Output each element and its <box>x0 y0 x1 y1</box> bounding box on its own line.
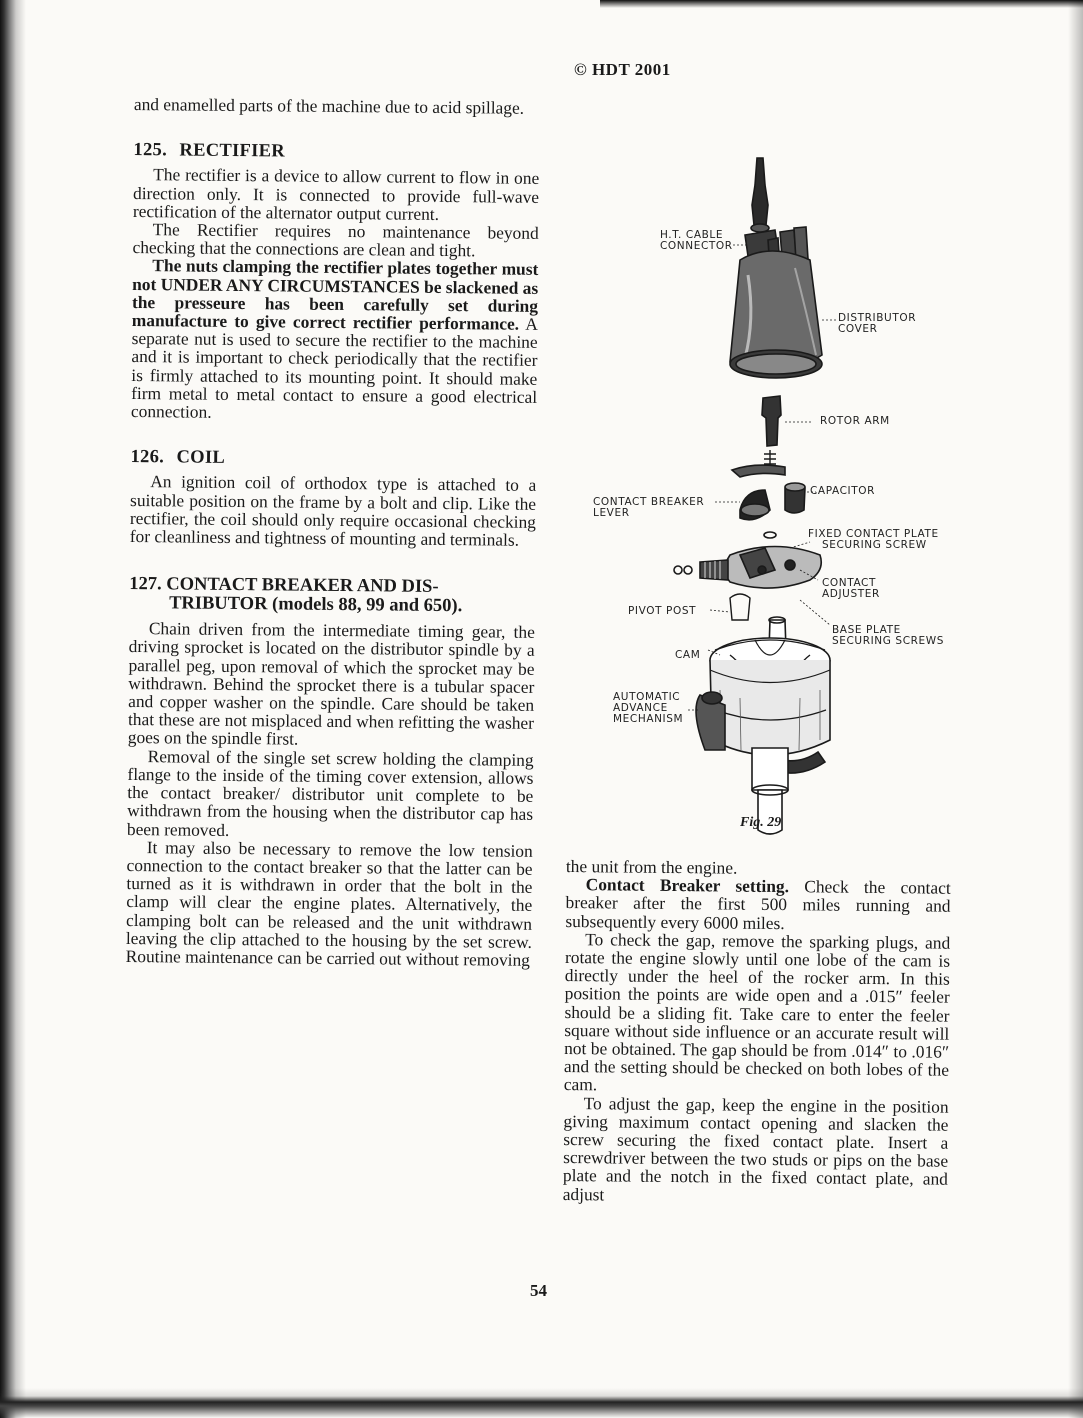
label-contact-breaker-lever <box>593 497 704 519</box>
section-125-para-1: The rectifier is a device to allow current to flow in one direction only. It is connected to provide full-wave rectification of the alternator output current. <box>132 164 540 224</box>
label-distributor-cover <box>838 313 916 335</box>
label-contact-adjuster-line-2: ADJUSTER <box>822 588 880 600</box>
rectifier-warning: The nuts clamping the rectifier plates together must not UNDER ANY CIRCUMSTANCES be slackened as the presseure has been carefully set during manufacture to give correct rectifier performance. <box>131 255 539 334</box>
label-distributor-cover-line-1: DISTRIBUTOR <box>838 312 917 324</box>
scan-edge-top <box>600 0 1083 8</box>
label-base-plate-screws <box>832 625 944 647</box>
label-contact-adjuster-line-1: CONTACT <box>822 577 876 589</box>
label-fixed-plate-line-1: FIXED CONTACT PLATE <box>808 528 939 540</box>
label-cam: CAM <box>675 649 701 661</box>
label-fixed-plate-line-2: SECURING SCREW <box>822 539 927 551</box>
section-125-number: 125. <box>133 140 168 161</box>
distributor-drawing <box>580 150 960 840</box>
section-126-title: COIL <box>176 447 226 469</box>
right-para-2-rest: Check the contact breaker after the first 500 miles running and subsequently every 6000 miles. <box>565 876 951 933</box>
label-base-plate-line-1: BASE PLATE <box>832 624 901 636</box>
right-para-4: To adjust the gap, keep the engine in the position giving maximum contact opening and slacken the screw securing the fixed contact plate. Insert a screwdriver between the two studs or pips on the base plate and the notch in the fixed contact plate, and adjust <box>562 1092 949 1205</box>
label-auto-advance-line-3: MECHANISM <box>613 713 684 725</box>
scan-edge-left <box>0 0 26 1418</box>
section-127-para-3: It may also be necessary to remove the low tension connection to the contact breaker so that the latter can be turned as it is withdrawn in order that the bolt in the clamp will clear the engine plates. Alternatively, the clamping bolt can be released and the unit withdrawn leaving the clip attached to the housing by the set screw. Routine maintenance can be carried out without removing <box>125 836 533 970</box>
label-ht-cable-line-2: CONNECTOR <box>660 240 733 252</box>
distributor-exploded-diagram <box>580 150 960 840</box>
section-126-heading <box>130 448 536 470</box>
left-column <box>126 95 540 969</box>
contact-breaker-setting-heading: Contact Breaker setting. <box>585 874 790 897</box>
figure-caption: Fig. 29 <box>740 815 782 830</box>
right-para-3: To check the gap, remove the sparking plugs, and rotate the engine slowly until one lobe of the cam is directly under the heel of the rocker arm. In this position the points are wide open and a .015″ feeler should be a sliding fit. Take care to enter the feeler square without side influence or an accurate result will not be obtained. The gap should be from .014″ to .016″ and the setting should be checked on both lobes of the cam. <box>563 929 951 1095</box>
section-125-title: RECTIFIER <box>179 140 286 162</box>
section-125-heading <box>133 141 539 163</box>
right-column <box>563 857 951 1207</box>
page-number: 54 <box>530 1281 547 1300</box>
section-125-para-2: The Rectifier requires no maintenance beyond checking that the connections are clean and tight. <box>132 219 539 261</box>
section-126-para-1: An ignition coil of orthodox type is attached to a suitable position on the frame by a bolt and clip. Like the rectifier, the coil should only require occasional checking for cleanliness and tightness of mounting and terminals. <box>129 471 537 550</box>
section-127-para-2: Removal of the single set screw holding the clamping flange to the inside of the timing cover extension, allows the contact breaker/ distributor unit complete to be withdrawn from the housing when the distributor cap has been removed. <box>126 745 534 840</box>
label-cb-lever-line-1: CONTACT BREAKER <box>593 496 705 508</box>
label-auto-advance-line-1: AUTOMATIC <box>613 691 681 703</box>
label-automatic-advance <box>613 692 683 725</box>
label-cb-lever-line-2: LEVER <box>593 507 630 519</box>
label-ht-cable-line-1: H.T. CABLE <box>660 229 724 241</box>
intro-paragraph: and enamelled parts of the machine due to acid spillage. <box>133 94 525 118</box>
label-ht-cable-connector <box>660 230 733 252</box>
cb-lever-top <box>732 465 785 477</box>
section-125-para-3-rest: A separate nut is used to secure the rectifier to the machine and it is important to check periodically that the rectifier is firmly attached to its mounting point. It should make firm metal to metal contact to ensure a good electrical connection. <box>130 313 538 422</box>
section-127-heading-line-1: 127. CONTACT BREAKER AND DIS- <box>129 574 439 598</box>
label-pivot-post: PIVOT POST <box>628 605 697 617</box>
label-contact-adjuster <box>822 578 880 600</box>
label-distributor-cover-line-2: COVER <box>838 323 878 335</box>
label-capacitor: CAPACITOR <box>810 485 875 497</box>
section-127-heading-line-2: TRIBUTOR (models 88, 99 and 650). <box>169 593 463 617</box>
rotor-arm-shape <box>762 396 781 446</box>
label-fixed-contact-plate <box>808 529 939 551</box>
scan-edge-bottom <box>0 1388 1083 1418</box>
label-rotor-arm: ROTOR ARM <box>820 415 890 427</box>
right-para-1: the unit from the engine. <box>565 856 738 878</box>
section-127-para-1: Chain driven from the intermediate timing gear, the driving sprocket is located on the distributor spindle by a parallel peg, upon removal of which the sprocket may be withdrawn. Behind the sprocket there is a tubular spacer and copper washer on the spindle. Care should be taken that these are not misplaced and when refitting the washer goes on the spindle first. <box>127 618 535 750</box>
section-126-number: 126. <box>130 447 165 468</box>
scan-edge-right <box>1068 0 1083 1418</box>
right-para-2 <box>565 875 951 933</box>
section-127-heading <box>129 575 535 617</box>
section-125-para-3 <box>131 256 539 424</box>
label-base-plate-line-2: SECURING SCREWS <box>832 635 945 647</box>
label-auto-advance-line-2: ADVANCE <box>613 702 668 714</box>
ht-cable-post <box>752 158 768 225</box>
copyright-header: © HDT 2001 <box>574 60 671 79</box>
